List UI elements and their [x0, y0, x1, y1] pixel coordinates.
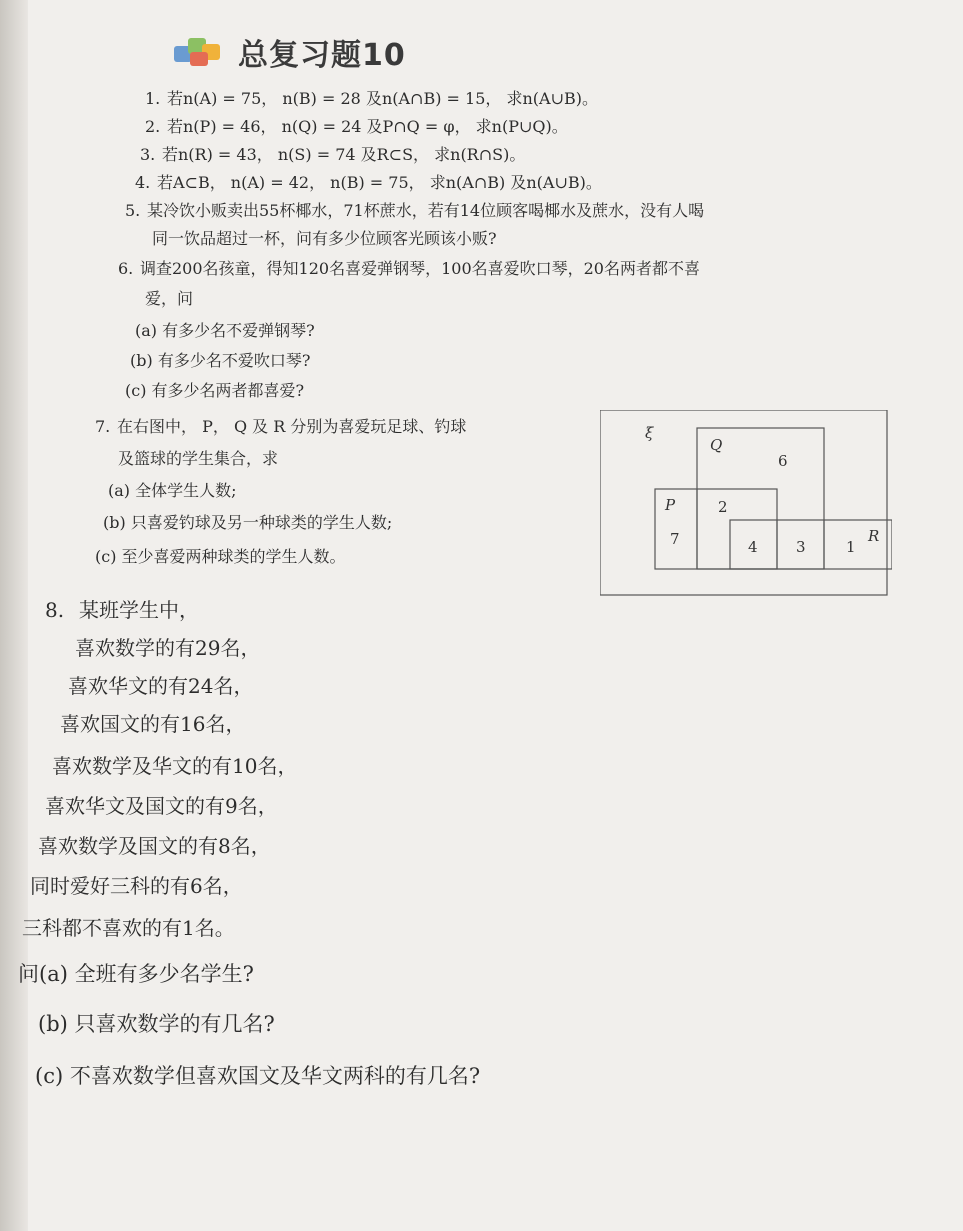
- question-7-line-2: 及篮球的学生集合，求: [118, 449, 279, 468]
- exercise-title: 总复习题10: [238, 38, 406, 73]
- venn-value-all-three: 4: [748, 538, 758, 556]
- question-1: 1. 若n(A) = 75， n(B) = 28 及n(A∩B) = 15， 求n(A∪B)。: [145, 89, 598, 108]
- question-5: 5. 某冷饮小贩卖出55杯椰水，71杯蔗水，若有14位顾客喝椰水及蔗水，没有人喝: [125, 201, 705, 220]
- exercise-header: [170, 30, 406, 74]
- venn-label-q: Q: [710, 436, 723, 454]
- question-7c: (c) 至少喜爱两种球类的学生人数。: [95, 547, 346, 566]
- venn-label-r: R: [868, 527, 880, 545]
- question-7b: (b) 只喜爱钓球及另一种球类的学生人数;: [103, 513, 393, 532]
- question-8-line-4: 喜欢数学及华文的有10名，: [52, 754, 298, 778]
- venn-value-q-and-r: 3: [796, 538, 806, 556]
- venn-value-r-only: 1: [846, 538, 856, 556]
- question-6a: (a) 有多少名不爱弹钢琴?: [135, 321, 315, 340]
- question-6-line-2: 爱，问: [145, 289, 194, 308]
- universal-set-box: [600, 410, 887, 595]
- question-6b: (b) 有多少名不爱吹口琴?: [130, 351, 311, 370]
- question-8-line-5: 喜欢华文及国文的有9名，: [45, 794, 278, 818]
- question-6: 6. 调查200名孩童，得知120名喜爱弹钢琴，100名喜爱吹口琴，20名两者都不喜: [118, 259, 700, 278]
- venn-value-q-only: 6: [778, 452, 788, 470]
- venn-label-universal: ξ: [645, 424, 654, 442]
- question-8-line-1: 喜欢数学的有29名，: [75, 636, 261, 660]
- question-6c: (c) 有多少名两者都喜爱?: [125, 381, 305, 400]
- question-8c: (c) 不喜欢数学但喜欢国文及华文两科的有几名?: [35, 1064, 481, 1088]
- question-8-line-6: 喜欢数学及国文的有8名，: [38, 834, 271, 858]
- question-8a: 问(a) 全班有多少名学生?: [18, 962, 254, 986]
- question-5-line-2: 同一饮品超过一杯，问有多少位顾客光顾该小贩?: [152, 229, 497, 248]
- question-7a: (a) 全体学生人数;: [108, 481, 237, 500]
- question-8-line-7: 同时爱好三科的有6名，: [30, 874, 243, 898]
- question-8b: (b) 只喜欢数学的有几名?: [38, 1012, 275, 1036]
- question-4: 4. 若A⊂B， n(A) = 42， n(B) = 75， 求n(A∩B) 及n(A∪B)。: [135, 173, 602, 192]
- question-3: 3. 若n(R) = 43， n(S) = 74 及R⊂S， 求n(R∩S)。: [140, 145, 526, 164]
- question-8-line-8: 三科都不喜欢的有1名。: [22, 916, 235, 940]
- venn-value-p-only: 7: [670, 530, 680, 548]
- question-8: 8. 某班学生中，: [45, 598, 199, 622]
- venn-diagram: [600, 410, 892, 596]
- puzzle-pieces-icon: [170, 32, 230, 72]
- question-2: 2. 若n(P) = 46， n(Q) = 24 及P∩Q = φ， 求n(P∪Q)。: [145, 117, 568, 136]
- question-8-line-2: 喜欢华文的有24名，: [68, 674, 254, 698]
- book-page-edge: [0, 0, 28, 1231]
- venn-value-p-and-q: 2: [718, 498, 728, 516]
- question-8-line-3: 喜欢国文的有16名，: [60, 712, 246, 736]
- venn-label-p: P: [665, 496, 676, 514]
- question-7: 7. 在右图中， P， Q 及 R 分别为喜爱玩足球、钓球: [95, 417, 467, 436]
